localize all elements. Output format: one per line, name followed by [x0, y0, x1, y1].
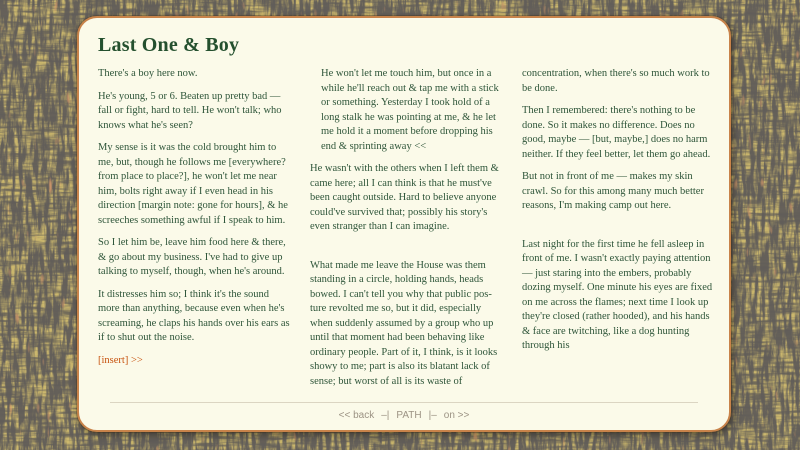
section-break: [310, 243, 504, 259]
paragraph: There's a boy here now.: [98, 68, 198, 79]
paragraph: It distresses him so; I think it's the sound more than anything, because even when he's screaming, he claps his hands over his ears as if to shut out the noise.: [98, 288, 290, 343]
card-footer: [79, 402, 729, 422]
path-nav: [79, 410, 729, 422]
column-3: [522, 67, 716, 397]
column-1: [98, 67, 292, 397]
column-2: [310, 67, 504, 397]
paragraph: concentration, when there's so much work to be done.: [522, 68, 710, 94]
back-link[interactable]: << back: [338, 410, 375, 421]
paragraph: Last night for the first time he fell asleep in front of me. I wasn't exactly paying attention — just staring into the embers, probably dozing myself. One minute his eyes are fixed on me across the flames; next time I look up they're closed (rather hooded), and his hands & face are twitching, like a dog hunting through his: [522, 238, 713, 351]
path-label: PATH: [396, 410, 422, 421]
footer-divider: [110, 402, 698, 403]
paragraph: But not in front of me — makes my skin crawl. So for this among many much better reasons, I'm making camp out here.: [522, 171, 704, 211]
paragraph: My sense is it was the cold brought him to me, but, though he follows me [everywhere? from place to place?], he won't let me near him, bolts right away if I even head in his direction [margin note: gone for hours], & he screeches something awful if I speak to him.: [98, 142, 288, 226]
separator-right: |–: [428, 410, 437, 421]
page-title: Last One & Boy: [98, 34, 240, 56]
paragraph: Then I remembered: there's nothing to be done. So it makes no difference. Does no good, maybe — [but, maybe,] does no harm neither. If they feel better, let them go ahead.: [522, 105, 711, 160]
paragraph: He's young, 5 or 6. Beaten up pretty bad — fall or fight, hard to tell. He won't talk; who knows what he's seen?: [98, 90, 282, 131]
paragraph: What made me leave the House was them standing in a circle, holding hands, heads bowed. I can't tell you why that public posture revolted me so, but it did, especially when suddenly assumed by a group who up until that moment had been behaving like ordinary people. Part of it, I think, is it looks showy to me; part is also its blatant lack of sense; but worst of all is its waste of: [310, 259, 498, 387]
separator-left: –|: [381, 410, 390, 421]
paragraph: He wasn't with the others when I left them & came here; all I can think is that he must've been caught outside. Hard to believe anyone could've survived that; possibly his story's even stranger than I can imagine.: [310, 163, 499, 232]
on-link[interactable]: on >>: [443, 410, 470, 421]
paragraph: So I let him be, leave him food here & there, & go about my business. I've had to give up talking to myself, though, when he's around.: [98, 237, 286, 277]
insert-link[interactable]: [insert] >>: [98, 354, 143, 366]
section-break: [522, 222, 716, 238]
text-columns: [98, 67, 711, 397]
inserted-note: He won't let me touch him, but once in a while he'll reach out & tap me with a stick or something. Yesterday I took hold of a long stalk he was pointing at me, & he let me hold it a moment before dropping his end & sprinting away <<: [321, 68, 499, 152]
journal-card: [77, 16, 731, 432]
